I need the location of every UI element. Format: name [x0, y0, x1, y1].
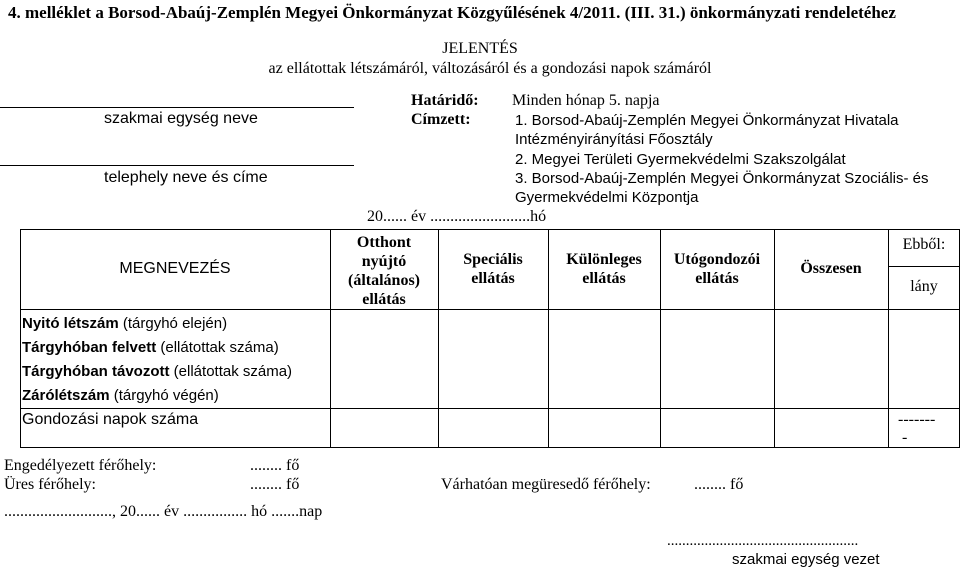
table-header-bottom-border: [20, 309, 960, 310]
deadline-label: Határidő:: [411, 92, 479, 109]
col-header-specialis: Speciális ellátás: [463, 251, 523, 287]
row-nyito: Nyitó létszám (tárgyhó elején): [22, 315, 228, 332]
name-column-header: MEGNEVEZÉS: [119, 260, 231, 277]
recipient-line-3: 2. Megyei Területi Gyermekvédelmi Szakszolgálat: [515, 151, 846, 168]
table-top-border: [20, 229, 960, 230]
recipient-line-2: Intézményirányítási Főosztály: [515, 131, 713, 148]
gondozasi-dash: -------: [898, 411, 936, 428]
unit-name-line: [0, 107, 354, 108]
gondozasi-dash-2: -: [902, 429, 908, 446]
recipient-label: Címzett:: [411, 111, 471, 128]
col-header-lany: lány: [910, 278, 938, 295]
report-subtitle: az ellátottak létszámáról, változásáról és a gondozási napok számáról: [268, 60, 712, 77]
row-gondozasi-napok: Gondozási napok száma: [22, 411, 199, 428]
licensed-capacity-value: ........ fő: [250, 457, 300, 474]
unit-site-label: telephely neve és címe: [104, 169, 268, 186]
unit-site-line: [0, 165, 354, 166]
ebbol-divider: [888, 266, 960, 267]
col-divider-6: [888, 229, 889, 448]
deadline-value: Minden hónap 5. napja: [512, 92, 660, 109]
free-capacity-label: Üres férőhely:: [4, 476, 96, 493]
row-tavozott: Tárgyhóban távozott (ellátottak száma): [22, 363, 293, 380]
row-felvett: Tárgyhóban felvett (ellátottak száma): [22, 339, 279, 356]
col-header-otthont: Otthont nyújtó (általános) ellátás: [348, 234, 420, 308]
recipient-line-5: Gyermekvédelmi Központja: [515, 189, 699, 206]
period-line: 20...... év .........................hó: [367, 208, 547, 225]
date-line: ..........................., 20...... év ................ hó .......nap: [4, 503, 323, 520]
signature-dots: ...................................................: [667, 533, 859, 549]
signature-label: szakmai egység vezet: [732, 551, 880, 568]
col-header-osszesen: Összesen: [800, 260, 862, 277]
recipient-line-4: 3. Borsod-Abaúj-Zemplén Megyei Önkormányzat Szociális- és: [515, 170, 929, 187]
licensed-capacity-label: Engedélyezett férőhely:: [4, 457, 157, 474]
col-header-kulonleges: Különleges ellátás: [566, 251, 642, 287]
report-title: JELENTÉS: [442, 40, 518, 57]
row-zarolet: Zárólétszám (tárgyhó végén): [22, 387, 219, 404]
recipient-line-1: 1. Borsod-Abaúj-Zemplén Megyei Önkormányzat Hivatala: [515, 112, 899, 129]
col-header-ebbol: Ebből:: [902, 236, 946, 253]
document-header-title: 4. melléklet a Borsod-Abaúj-Zemplén Megyei Önkormányzat Közgyűlésének 4/2011. (III. 31.) önkormányzati rendeletéhez: [8, 3, 896, 22]
unit-name-label: szakmai egység neve: [104, 110, 258, 127]
expected-capacity-value: ........ fő: [694, 476, 744, 493]
free-capacity-value: ........ fő: [250, 476, 300, 493]
table-bottom-border: [20, 447, 960, 448]
table-rows-bottom-border: [20, 408, 960, 409]
col-header-utogondozoi: Utógondozói ellátás: [673, 251, 761, 287]
expected-capacity-label: Várhatóan megüresedő férőhely:: [441, 476, 651, 493]
